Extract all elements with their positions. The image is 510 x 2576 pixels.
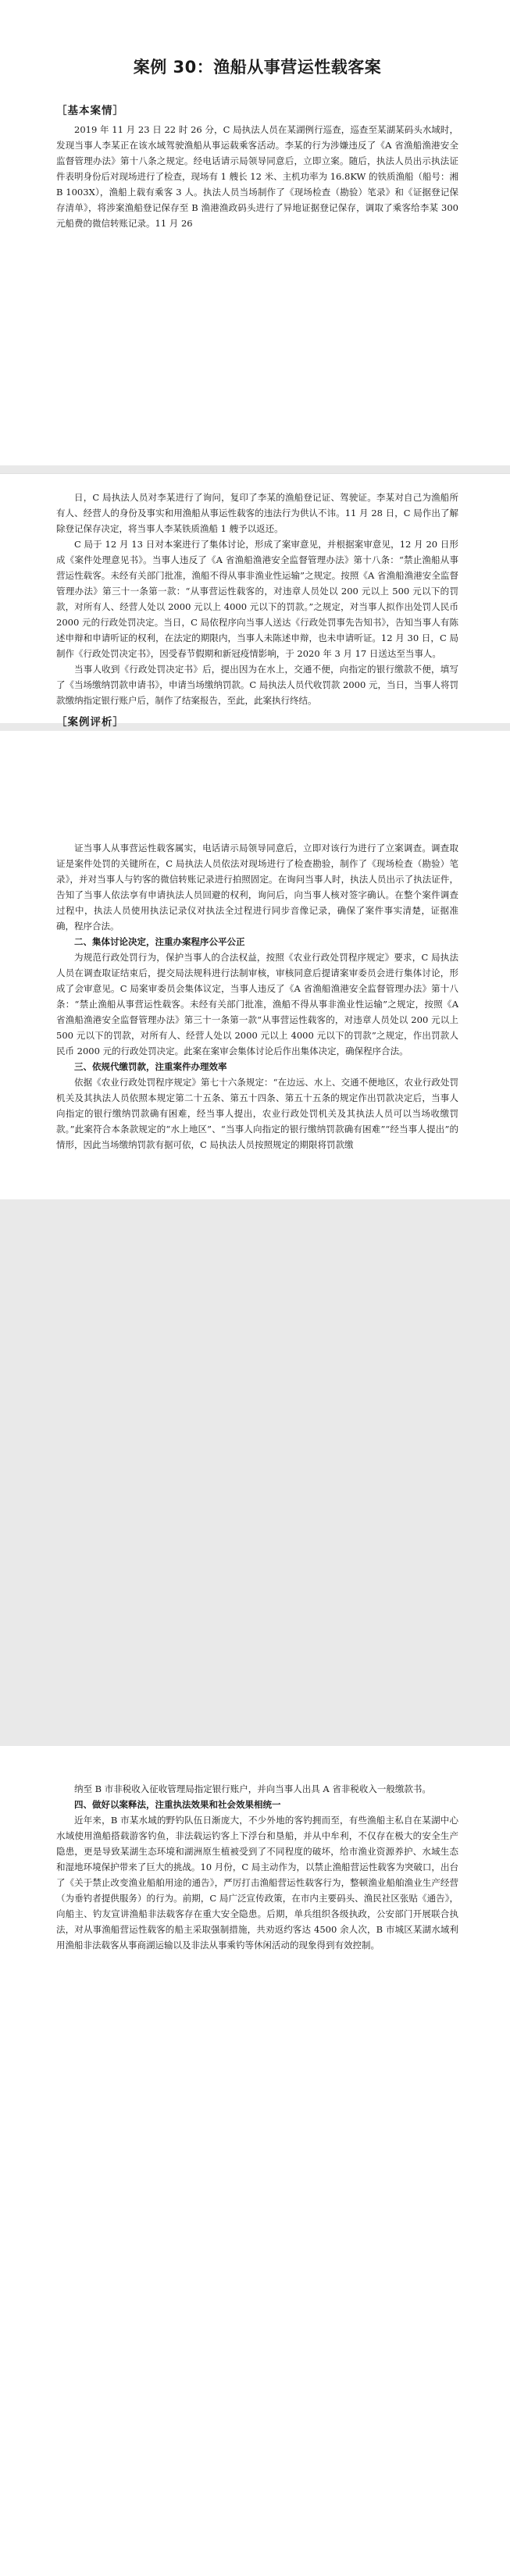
blank-page-area [0,1988,510,2576]
document-page-2 [0,473,510,729]
paragraph: 日，C 局执法人员对李某进行了询问，复印了李某的渔船登记证、驾驶证。李某对自己为渔船所有人、经营人的身份及事实和用渔船从事运性载客的违法行为供认不讳。11 月 28 日，C 局作出了解除登记保存决定，将当事人李某铁质渔船 1 艘予以返还。 [56,492,458,534]
document-page-3 [0,731,510,1199]
case-analysis-label: ［案例评析］ [56,716,124,729]
basic-facts-label: ［基本案情］ [56,105,124,117]
paragraph: 近年来，B 市某水域的野钓队伍日渐庞大，不少外地的客钓拥而至，有些渔船主私自在某湖中心水域使用渔船搭载游客钓鱼，非法载运钓客上下浮台和垦船，并从中牟利，不仅存在极大的安全生产隐患，更是导致某湖生态环境和湖洲原生植被受到了不同程度的破坏，给市渔业资源养护、水域生态和湿地环境保护带来了巨大的挑战。10 月份，C 局主动作为，以禁止渔船营运性载客为突破口，出台了《关于禁止改变渔业船舶用途的通告》，严厉打击渔船营运性载客行为，整顿渔业船舶渔业生产经营（为垂钓者提供服务）的行为。前期，C 局广泛宣传政策，在市内主要码头、渔民社区张贴《通告》，向船主、钓友宣讲渔船非法载客存在重大安全隐患。后期，单兵组织各级执政，公安部门开展联合执法，对从事渔船营运性载客的船主采取强制措施，共劝返约客达 4500 余人次，B 市城区某湖水域利用渔船非法载客从事商湖运输以及非法从事乘钓等休闲活动的现象得到有效控制。 [56,1815,458,1951]
paragraph: 为规范行政处罚行为，保护当事人的合法权益，按照《农业行政处罚程序规定》要求，C 局执法人员在调查取证结束后，提交局法规科进行法制审核，审核同意后提请案审委员会进行集体讨论，形成了会审意见。C 局案审委员会集体议定，当事人违反了《A 省渔船渔港安全监督管理办法》第十八条：“禁止渔船从事营运性载客。未经有关部门批准，渔船不得从事非渔业性运输”之规定，按照《A 省渔船渔港安全监督管理办法》第三十一条第一款“从事营运性载客的，对违章人员处以 200 元以上 500 元以下的罚款，对所有人、经营人处以 2000 元以上 4000 元以下的罚款”之规定，作出罚款人民币 2000 元的行政处罚决定。此案在案审会集体讨论后作出集体决定，确保程序合法。 [56,952,458,1056]
paragraph: 2019 年 11 月 23 日 22 时 26 分，C 局执法人员在某湖例行巡查，巡查至某湖某码头水域时，发现当事人李某正在该水域驾驶渔船从事运载乘客活动。李某的行为涉嫌违反了《A 省渔船渔港安全监督管理办法》第十八条之规定。经电话请示局领导同意后，立即立案。随后，执法人员出示执法证件表明身份后对现场进行了检查，现场有 1 艘长 12 米、主机功率为 16.8KW 的铁质渔船（船号：湘 B 1003X），渔船上载有乘客 3 人。执法人员当场制作了《现场检查（勘验）笔录》和《证据登记保存清单》，将涉案渔船登记保存至 B 渔港渔政码头进行了异地证据登记保存，调取了乘客给李某 300 元船费的微信转账记录。11 月 26 [56,124,458,229]
paragraph: 依据《农业行政处罚程序规定》第七十六条规定：“在边远、水上、交通不便地区，农业行政处罚机关及其执法人员依照本规定第二十五条、第五十四条、第五十五条的规定作出罚款决定后，当事人向指定的银行缴纳罚款确有困难，经当事人提出，农业行政处罚机关及其执法人员可以当场收缴罚款。”此案符合本条款规定的“水上地区”、“当事人向指定的银行缴纳罚款确有困难”“经当事人提出”的情形，因此当场缴纳罚款有据可依，C 局执法人员按照规定的期限将罚款缴 [56,1077,458,1150]
section-heading-3: 三、依规代缴罚款，注重案件办理效率 [74,1061,227,1072]
paragraph: C 局于 12 月 13 日对本案进行了集体讨论，形成了案审意见，并根据案审意见，12 月 20 日形成《案件处理意见书》。当事人违反了《A 省渔船渔港安全监督管理办法》第十八条：“禁止渔船从事营运性载客。未经有关部门批准，渔船不得从事非渔业性运输”之规定。按照《A 省渔船渔港安全监督管理办法》第三十一条第一款：“从事营运性载客的，对违章人员处以 200 元以上 500 元以下的罚款，对所有人、经营人处以 2000 元以上 4000 元以下的罚款。”之规定，对当事人拟作出处罚人民币 2000 元的行政处罚决定。当日，C 局依程序向当事人送达《行政处罚事先告知书》，告知当事人有陈述申辩和申请听证的权利，在法定的期限内，当事人未陈述申辩，也未申请听证。12 月 30 日，C 局制作《行政处罚决定书》，因受春节假期和新冠疫情影响，于 2020 年 3 月 17 日送达至当事人。 [56,539,458,659]
paragraph: 当事人收到《行政处罚决定书》后，提出因为在水上，交通不便，向指定的银行缴款不便，填写了《当场缴纳罚款申请书》，申请当场缴纳罚款。C 局执法人员代收罚款 2000 元，当日，当事人将罚款缴纳指定银行账户后，制作了结案报告，至此，此案执行终结。 [56,664,458,706]
document-page-4 [0,1746,510,1988]
case-title: 案例 30：渔船从事营运性载客案 [133,58,382,77]
paragraph: 证当事人从事营运性载客属实，电话请示局领导同意后，立即对该行为进行了立案调查。调查取证是案件处罚的关键所在，C 局执法人员依法对现场进行了检查勘验，制作了《现场检查（勘验）笔录》，并对当事人与钓客的微信转账记录进行拍照固定。在询问当事人时，执法人员出示了执法证件，告知了当事人依法享有申请执法人员回避的权利，询问后，向当事人核对签字确认。在整个案件调查过程中，执法人员使用执法记录仪对执法全过程进行同步音像记录，确保了案件事实清楚，证据准确，程序合法。 [56,843,458,932]
section-heading-2: 二、集体讨论决定，注重办案程序公平公正 [74,936,245,947]
section-heading-4: 四、做好以案释法，注重执法效果和社会效果相统一 [74,1799,281,1810]
document-page-1 [0,0,510,465]
paragraph: 纳至 B 市非税收入征收管理局指定银行账户，并向当事人出具 A 省非税收入一般缴款书。 [74,1783,431,1794]
